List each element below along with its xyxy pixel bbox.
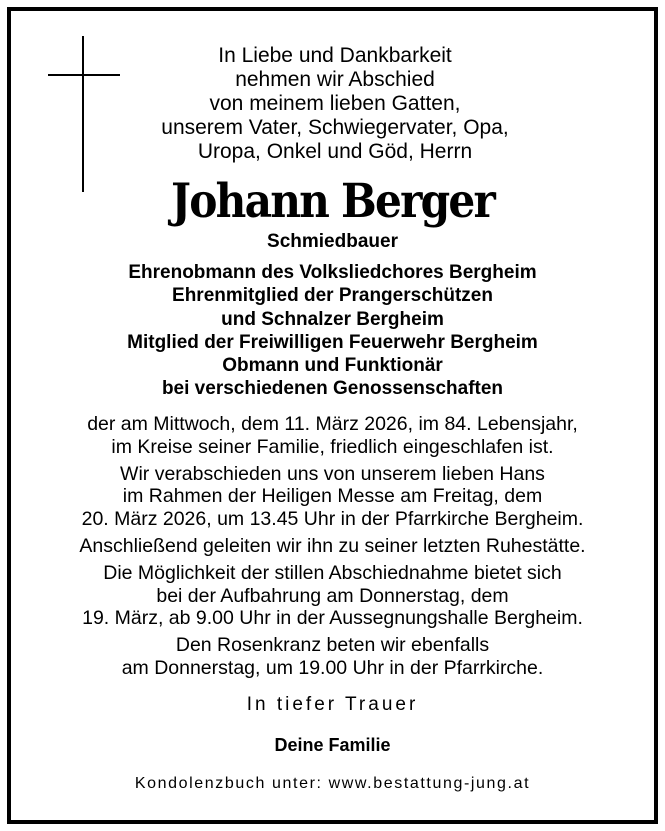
body-line: Anschließend geleiten wir ihn zu seiner letzten Ruhestätte. (79, 534, 586, 557)
roles-list (0, 261, 665, 401)
mourning-line: In tiefer Trauer (246, 694, 419, 715)
intro-line: unserem Vater, Schwiegervater, Opa, (161, 116, 509, 139)
intro-line: In Liebe und Dankbarkeit (218, 44, 452, 67)
body-line: im Kreise seiner Familie, friedlich eingeschlafen ist. (111, 435, 554, 458)
deceased-name: Johann Berger (171, 174, 494, 229)
body-line: 19. März, ab 9.00 Uhr in der Aussegnungshalle Bergheim. (82, 607, 583, 630)
body-line: am Donnerstag, um 19.00 Uhr in der Pfarrkirche. (121, 656, 544, 679)
body-line: im Rahmen der Heiligen Messe am Freitag, dem (122, 485, 543, 508)
body-line: bei der Aufbahrung am Donnerstag, dem (156, 584, 509, 607)
role-line: bei verschiedenen Genossenschaften (161, 378, 504, 400)
intro-text (120, 44, 550, 164)
intro-line: nehmen wir Abschied (235, 68, 435, 91)
intro-line: von meinem lieben Gatten, (209, 92, 461, 115)
intro-line: Uropa, Onkel und Göd, Herrn (197, 140, 473, 163)
deceased-nickname: Schmiedbauer (267, 231, 398, 252)
role-line: und Schnalzer Bergheim (221, 308, 444, 330)
body-line: der am Mittwoch, dem 11. März 2026, im 84. Lebensjahr, (87, 413, 578, 435)
announcement-body (0, 413, 665, 680)
role-line: Mitglied der Freiwilligen Feuerwehr Bergheim (127, 331, 538, 353)
body-line: Wir verabschieden uns von unserem lieben Hans (120, 462, 545, 485)
body-line: Die Möglichkeit der stillen Abschiednahme bietet sich (103, 561, 562, 584)
family-signature: Deine Familie (274, 735, 391, 755)
body-line: Den Rosenkranz beten wir ebenfalls (175, 634, 490, 657)
role-line: Obmann und Funktionär (222, 355, 443, 377)
role-line: Ehrenmitglied der Prangerschützen (172, 285, 493, 307)
body-line: 20. März 2026, um 13.45 Uhr in der Pfarrkirche Bergheim. (81, 508, 584, 531)
condolence-link[interactable]: Kondolenzbuch unter: www.bestattung-jung.at (134, 775, 531, 792)
role-line: Ehrenobmann des Volksliedchores Bergheim (128, 262, 537, 283)
